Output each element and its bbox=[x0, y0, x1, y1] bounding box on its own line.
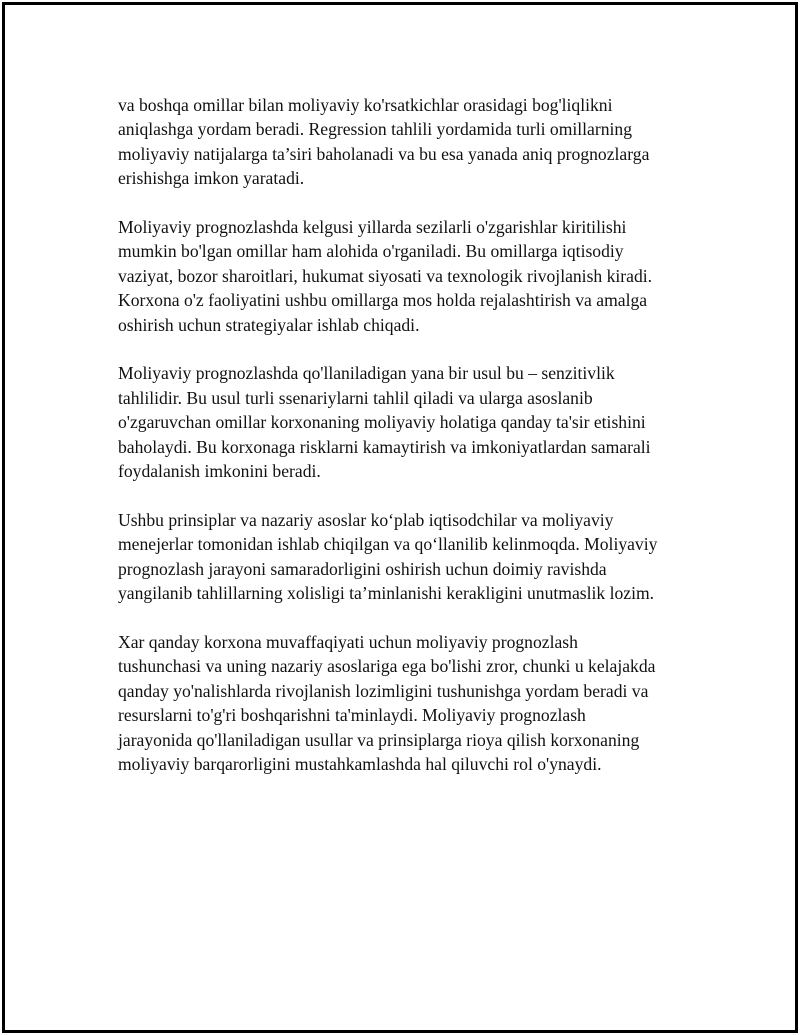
document-body bbox=[118, 93, 688, 801]
paragraph-4: Ushbu prinsiplar va nazariy asoslar ko‘plab iqtisodchilar va moliyaviy menejerlar tomonidan ishlab chiqilgan va qo‘llanilib kelinmoqda. Moliyaviy prognozlash jarayoni samaradorligini oshirish uchun doimiy ravishda yangilanib tahlillarning xolisligi ta’minlanishi kerakligini unutmaslik lozim. bbox=[118, 509, 658, 604]
paragraph-2: Moliyaviy prognozlashda kelgusi yillarda sezilarli o'zgarishlar kiritilishi mumkin bo'lgan omillar ham alohida o'rganiladi. Bu omillarga iqtisodiy vaziyat, bozor sharoitlari, hukumat siyosati va texnologik rivojlanish kiradi. Korxona o'z faoliyatini ushbu omillarga mos holda rejalashtirish va amalga oshirish uchun strategiyalar ishlab chiqadi. bbox=[118, 217, 653, 335]
paragraph-3: Moliyaviy prognozlashda qo'llaniladigan yana bir usul bu – senzitivlik tahlilidir. Bu usul turli ssenariylarni tahlil qiladi va ularga asoslanib o'zgaruvchan omillar korxonaning moliyaviy holatiga qanday ta'sir etishini baholaydi. Bu korxonaga risklarni kamaytirish va imkoniyatlardan samarali foydalanish imkonini beradi. bbox=[118, 363, 651, 482]
paragraph-5: Xar qanday korxona muvaffaqiyati uchun moliyaviy prognozlash tushunchasi va uning nazariy asoslariga ega bo'lishi zror, chunki u kelajakda qanday yo'nalishlarda rivojlanish lozimligini tushunishga yordam beradi va resurslarni to'g'ri boshqarishni ta'minlaydi. Moliyaviy prognozlash jarayonida qo'llaniladigan usullar va prinsiplarga rioya qilish korxonaning moliyaviy barqarorligini mustahkamlashda hal qiluvchi rol o'ynaydi. bbox=[118, 631, 656, 774]
paragraph-1: va boshqa omillar bilan moliyaviy ko'rsatkichlar orasidagi bog'liqlikni aniqlashga yordam beradi. Regression tahlili yordamida turli omillarning moliyaviy natijalarga ta’siri baholanadi va bu esa yanada aniq prognozlarga erishishga imkon yaratadi. bbox=[118, 95, 650, 189]
